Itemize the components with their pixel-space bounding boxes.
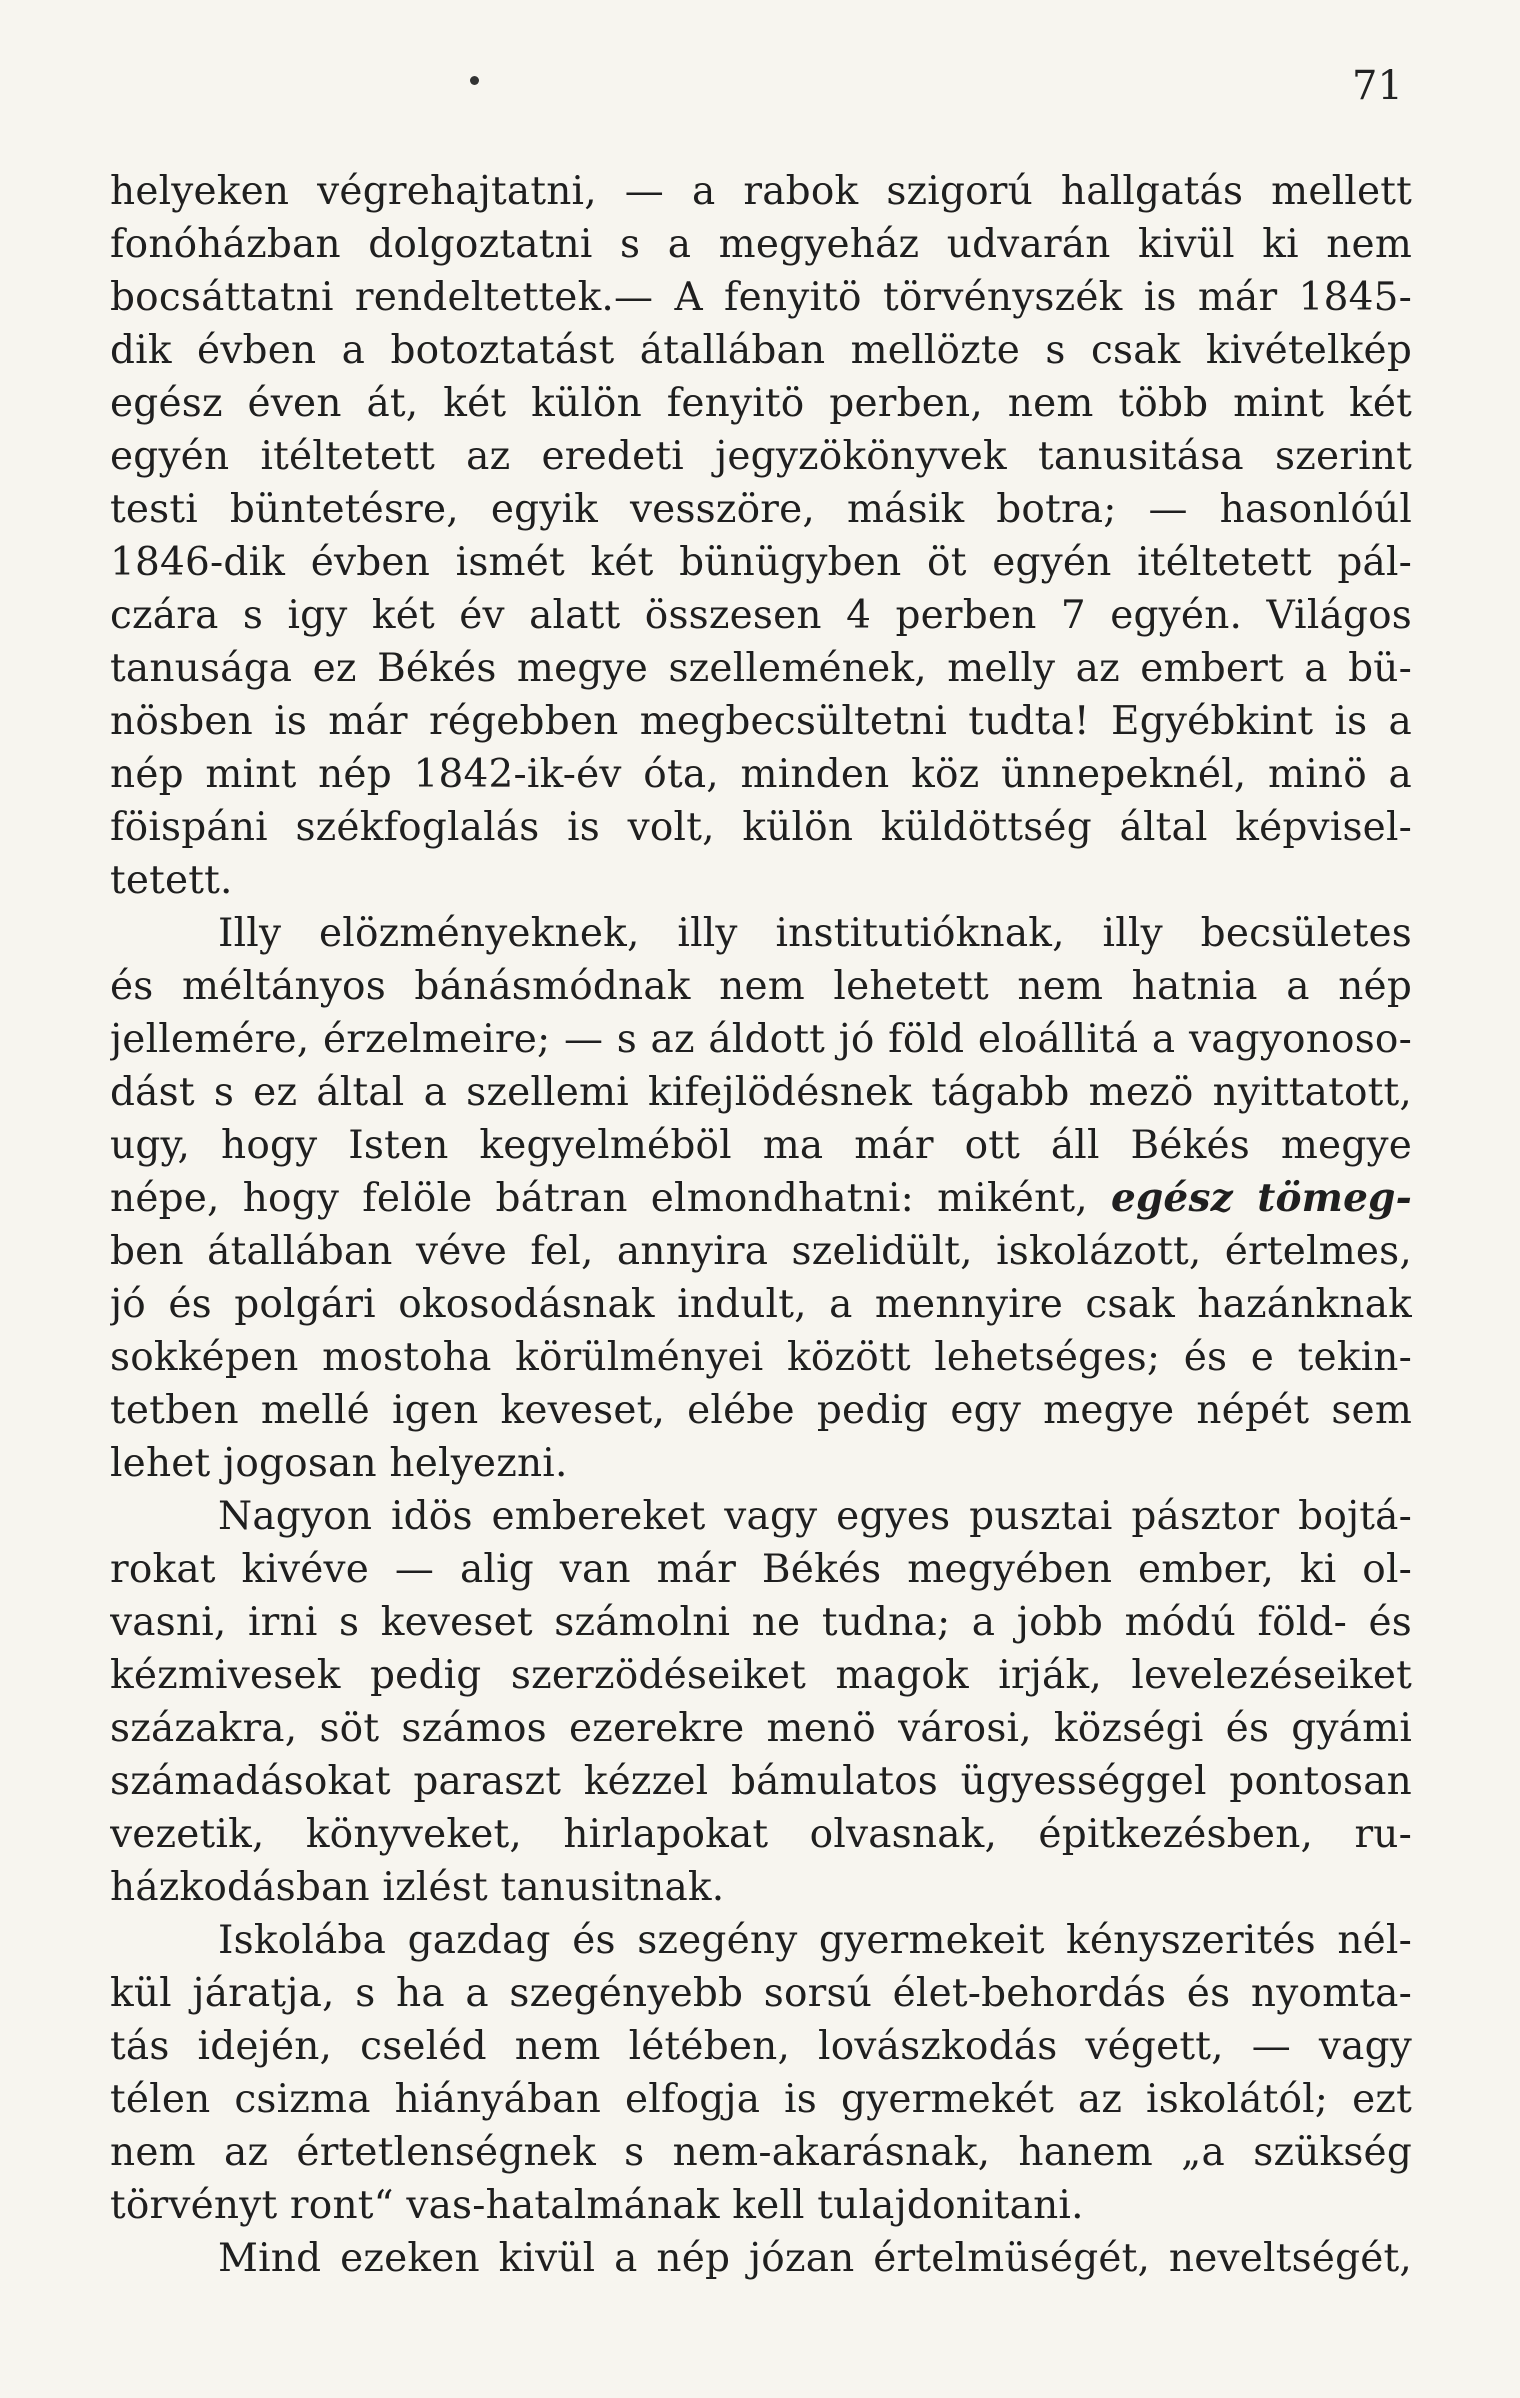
- text-line-content: jó és polgári okosodásnak indult, a mennyire csak hazánknak: [110, 1282, 1412, 1327]
- margin-dot: [470, 76, 479, 85]
- text-line: [110, 1967, 1412, 2020]
- text-line-content: czára s igy két év alatt összesen 4 perben 7 egyén. Világos: [110, 593, 1412, 638]
- text-line: [110, 377, 1412, 430]
- text-line-content: nösben is már régebben megbecsültetni tudta! Egyébkint is a: [110, 699, 1412, 744]
- text-line-content: kézmivesek pedig szerzödéseiket magok irják, levelezéseiket: [110, 1653, 1412, 1698]
- text-line-content: törvényt ront“ vas-hatalmának kell tulajdonitani.: [110, 2183, 1084, 2228]
- text-line-content: dik évben a botoztatást átallában mellözte s csak kivételkép: [110, 328, 1412, 373]
- text-line-content: télen csizma hiányában elfogja is gyermekét az iskolától; ezt: [110, 2077, 1412, 2122]
- text-line: [110, 1119, 1412, 1172]
- text-line: [110, 1596, 1412, 1649]
- text-line-content: rokat kivéve — alig van már Békés megyében ember, ki ol-: [110, 1547, 1412, 1592]
- text-line: [110, 854, 1412, 907]
- text-line-content: Illy elözményeknek, illy institutióknak, illy becsületes: [218, 911, 1412, 956]
- text-line-content: egyén itéltetett az eredeti jegyzökönyvek tanusitása szerint: [110, 434, 1412, 479]
- text-line-content: népe, hogy felöle bátran elmondhatni: miként,: [110, 1176, 1111, 1221]
- text-line-content: lehet jogosan helyezni.: [110, 1441, 568, 1486]
- text-line-content: számadásokat paraszt kézzel bámulatos ügyességgel pontosan: [110, 1759, 1412, 1804]
- text-line-content: dást s ez által a szellemi kifejlödésnek tágabb mezö nyittatott,: [110, 1070, 1412, 1115]
- text-line: [110, 1172, 1412, 1225]
- text-line-content: 1846-dik évben ismét két bünügyben öt egyén itéltetett pál-: [110, 540, 1412, 585]
- text-line: [110, 1914, 1412, 1967]
- text-line-content: ugy, hogy Isten kegyelméböl ma már ott áll Békés megye: [110, 1123, 1412, 1168]
- text-line-content: százakra, söt számos ezerekre menö városi, községi és gyámi: [110, 1706, 1412, 1751]
- text-line-content: egész éven át, két külön fenyitö perben, nem több mint két: [110, 381, 1412, 426]
- text-line-content: testi büntetésre, egyik vesszöre, másik botra; — hasonlóúl: [110, 487, 1412, 532]
- text-line-content: kül járatja, s ha a szegényebb sorsú élet-behordás és nyomta-: [110, 1971, 1412, 2016]
- text-line-content: tetett.: [110, 858, 233, 903]
- text-line: [110, 271, 1412, 324]
- text-line: [110, 589, 1412, 642]
- text-line-content: helyeken végrehajtatni, — a rabok szigorú hallgatás mellett: [110, 169, 1412, 214]
- text-line: [110, 1225, 1412, 1278]
- text-line: [110, 1278, 1412, 1331]
- text-line: [110, 1702, 1412, 1755]
- text-line-content: vezetik, könyveket, hirlapokat olvasnak, épitkezésben, ru-: [110, 1812, 1412, 1857]
- text-line: [110, 1543, 1412, 1596]
- text-line-content: házkodásban izlést tanusitnak.: [110, 1865, 725, 1910]
- text-line: [110, 536, 1412, 589]
- text-line: [110, 2073, 1412, 2126]
- text-line: [110, 907, 1412, 960]
- text-line-content: Nagyon idös embereket vagy egyes pusztai pásztor bojtá-: [218, 1494, 1412, 1539]
- text-line-content: jellemére, érzelmeire; — s az áldott jó föld eloállitá a vagyonoso-: [110, 1017, 1412, 1062]
- emphasized-text: egész tömeg-: [1110, 1175, 1412, 1221]
- text-line: [110, 1384, 1412, 1437]
- text-line-content: vasni, irni s keveset számolni ne tudna; a jobb módú föld- és: [110, 1600, 1412, 1645]
- text-line: [110, 2232, 1412, 2285]
- body-text: [110, 165, 1412, 2285]
- text-line: [110, 1755, 1412, 1808]
- text-line: [110, 2020, 1412, 2073]
- text-line: [110, 1013, 1412, 1066]
- text-line-content: és méltányos bánásmódnak nem lehetett nem hatnia a nép: [110, 964, 1412, 1009]
- text-line: [110, 1861, 1412, 1914]
- text-line: [110, 2179, 1412, 2232]
- text-line-content: tetben mellé igen keveset, elébe pedig egy megye népét sem: [110, 1388, 1412, 1433]
- text-line: [110, 2126, 1412, 2179]
- text-line: [110, 695, 1412, 748]
- text-line: [110, 1808, 1412, 1861]
- text-line: [110, 1490, 1412, 1543]
- page-number: 71: [1352, 63, 1403, 109]
- text-line: [110, 218, 1412, 271]
- text-line-content: Mind ezeken kivül a nép józan értelmüségét, neveltségét,: [218, 2236, 1412, 2281]
- text-line: [110, 801, 1412, 854]
- text-line: [110, 1437, 1412, 1490]
- text-line: [110, 748, 1412, 801]
- text-line: [110, 1331, 1412, 1384]
- text-line: [110, 1649, 1412, 1702]
- text-line: [110, 642, 1412, 695]
- text-line-content: sokképen mostoha körülményei között lehetséges; és e tekin-: [110, 1335, 1412, 1380]
- text-line: [110, 165, 1412, 218]
- text-line-content: föispáni székfoglalás is volt, külön küldöttség által képvisel-: [110, 805, 1412, 850]
- text-line: [110, 324, 1412, 377]
- text-line-content: bocsáttatni rendeltettek.— A fenyitö törvényszék is már 1845-: [110, 275, 1412, 320]
- text-line: [110, 960, 1412, 1013]
- text-line-content: ben átallában véve fel, annyira szelidült, iskolázott, értelmes,: [110, 1229, 1412, 1274]
- text-line-content: nép mint nép 1842-ik-év óta, minden köz ünnepeknél, minö a: [110, 752, 1412, 797]
- text-line-content: fonóházban dolgoztatni s a megyeház udvarán kivül ki nem: [110, 222, 1412, 267]
- text-line-content: tanusága ez Békés megye szellemének, melly az embert a bü-: [110, 646, 1412, 691]
- text-line: [110, 1066, 1412, 1119]
- text-line-content: tás idején, cseléd nem létében, lovászkodás végett, — vagy: [110, 2024, 1412, 2069]
- text-line: [110, 483, 1412, 536]
- text-line-content: Iskolába gazdag és szegény gyermekeit kényszerités nél-: [218, 1918, 1412, 1963]
- text-line-content: nem az értetlenségnek s nem-akarásnak, hanem „a szükség: [110, 2130, 1412, 2175]
- text-line: [110, 430, 1412, 483]
